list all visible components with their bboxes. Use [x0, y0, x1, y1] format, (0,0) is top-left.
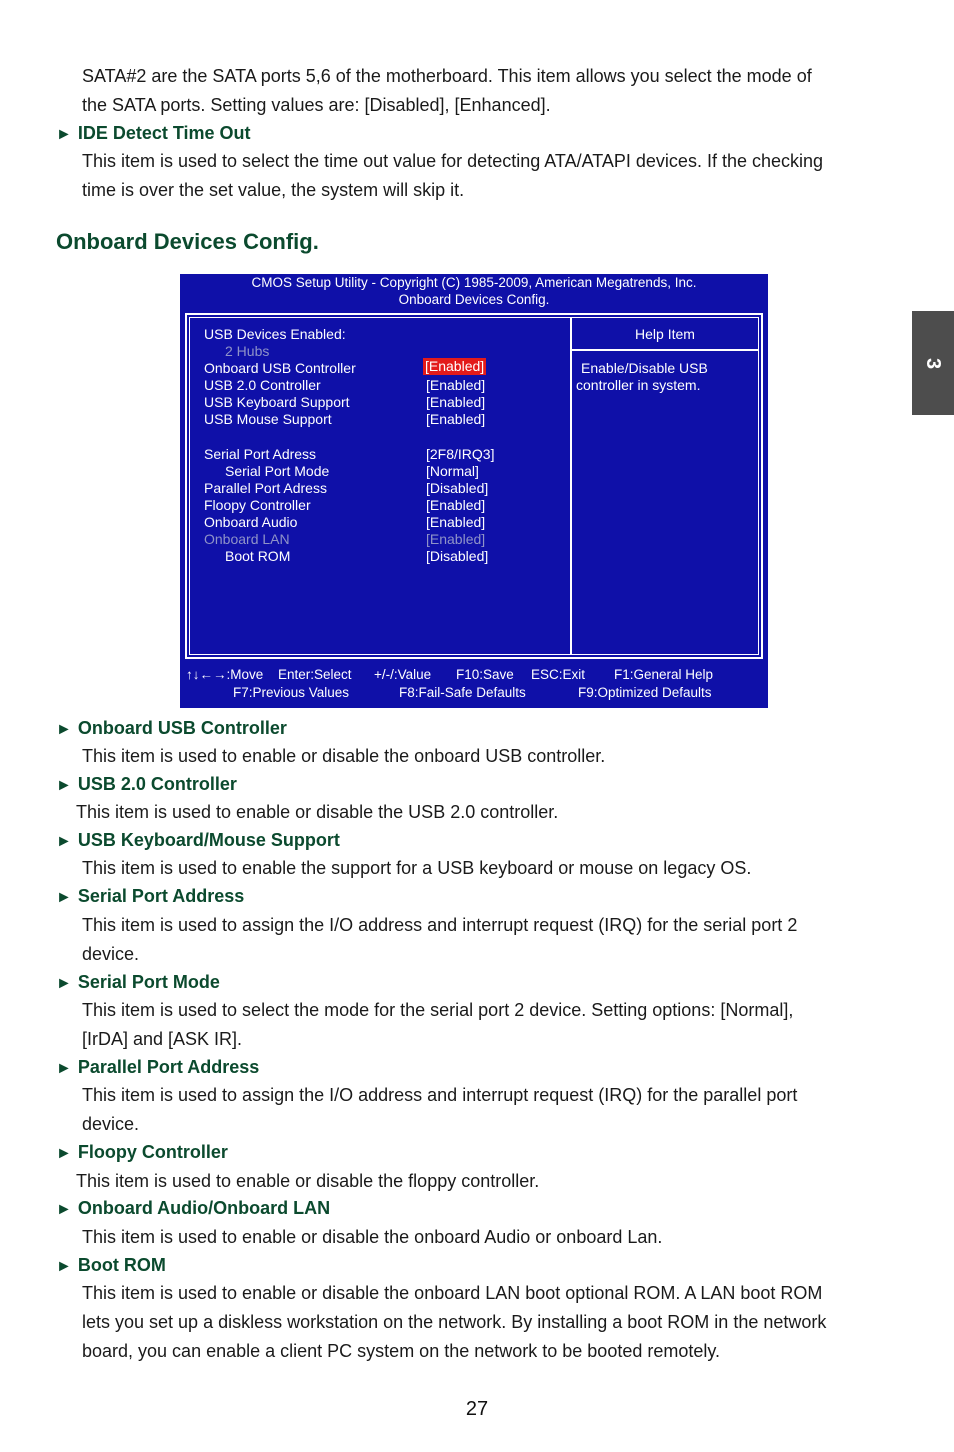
item-desc-audio-lan	[82, 1223, 902, 1252]
setting-lan-label: Onboard LAN	[204, 531, 290, 547]
item-heading-serial-address	[56, 885, 244, 909]
setting-audio-label[interactable]: Onboard Audio	[204, 514, 298, 530]
setting-lan-value: [Enabled]	[426, 531, 486, 547]
setting-onboard-usb-label[interactable]: Onboard USB Controller	[204, 360, 356, 376]
hotkey-value: +/-/:Value	[374, 667, 432, 682]
triangle-bullet-icon: ►	[56, 777, 72, 794]
item-heading-text: Serial Port Mode	[77, 972, 220, 992]
setting-usb-mouse-value[interactable]: [Enabled]	[426, 411, 486, 427]
triangle-bullet-icon: ►	[56, 721, 72, 738]
triangle-bullet-icon: ►	[56, 889, 72, 906]
desc-line: device.	[82, 1114, 140, 1134]
setting-boot-rom-label[interactable]: Boot ROM	[225, 548, 291, 564]
page-number: 27	[465, 1398, 489, 1420]
desc-line: This item is used to assign the I/O address and interrupt request (IRQ) for the serial port 2	[82, 915, 798, 935]
bios-header-copyright: CMOS Setup Utility - Copyright (C) 1985-2009, American Megatrends, Inc.	[251, 275, 697, 290]
item-heading-serial-mode	[56, 971, 220, 995]
desc-line: This item is used to enable or disable the onboard USB controller.	[82, 746, 606, 766]
item-desc-serial-address	[82, 911, 902, 969]
setting-usb-keyboard-label[interactable]: USB Keyboard Support	[204, 394, 350, 410]
desc-line: device.	[82, 944, 140, 964]
help-line-2: controller in system.	[576, 377, 701, 393]
bios-screenshot	[180, 274, 768, 708]
item-desc-boot-rom	[82, 1279, 902, 1366]
setting-serial-mode-value[interactable]: [Normal]	[426, 463, 479, 479]
setting-floppy-label[interactable]: Floopy Controller	[204, 497, 311, 513]
item-heading-usb-kb-mouse	[56, 829, 340, 853]
hotkey-f10: F10:Save	[456, 667, 514, 682]
hotkey-enter: Enter:Select	[278, 667, 352, 682]
bios-column-divider	[570, 318, 572, 654]
bios-inner-frame	[189, 317, 759, 655]
desc-line: This item is used to assign the I/O address and interrupt request (IRQ) for the parallel port	[82, 1085, 798, 1105]
setting-usb-devices-label: USB Devices Enabled:	[204, 326, 346, 342]
setting-audio-value[interactable]: [Enabled]	[426, 514, 486, 530]
section-title: Onboard Devices Config.	[56, 229, 319, 254]
desc-line: This item is used to enable or disable the onboard LAN boot optional ROM. A LAN boot ROM	[82, 1283, 823, 1303]
item-heading-text: Serial Port Address	[77, 886, 245, 906]
hotkey-f1: F1:General Help	[614, 667, 714, 682]
sata-line-2: the SATA ports. Setting values are: [Disabled], [Enhanced].	[82, 95, 551, 115]
item-heading-audio-lan	[56, 1197, 330, 1221]
triangle-bullet-icon: ►	[56, 126, 72, 143]
ide-line-2: time is over the set value, the system will skip it.	[82, 180, 465, 200]
desc-line: This item is used to select the mode for the serial port 2 device. Setting options: [Normal],	[82, 1000, 794, 1020]
bios-header-title: Onboard Devices Config.	[398, 292, 550, 307]
setting-usb-hubs-label: 2 Hubs	[225, 343, 270, 359]
desc-line: lets you set up a diskless workstation on the network. By installing a boot ROM in the network	[82, 1312, 827, 1332]
item-heading-parallel-address	[56, 1056, 259, 1080]
setting-serial-mode-label[interactable]: Serial Port Mode	[225, 463, 330, 479]
desc-line: [IrDA] and [ASK IR].	[82, 1029, 243, 1049]
setting-usb20-label[interactable]: USB 2.0 Controller	[204, 377, 321, 393]
triangle-bullet-icon: ►	[56, 1060, 72, 1077]
item-heading-floppy	[56, 1141, 228, 1165]
triangle-bullet-icon: ►	[56, 1201, 72, 1218]
desc-line: This item is used to enable the support for a USB keyboard or mouse on legacy OS.	[82, 858, 752, 878]
item-heading-text: Onboard Audio/Onboard LAN	[77, 1198, 331, 1218]
setting-parallel-port-value[interactable]: [Disabled]	[426, 480, 489, 496]
item-desc-parallel-address	[82, 1081, 902, 1139]
help-item-title: Help Item	[635, 326, 695, 342]
setting-serial-port-label[interactable]: Serial Port Adress	[204, 446, 317, 462]
bios-main-frame	[185, 313, 763, 659]
hotkey-f8: F8:Fail-Safe Defaults	[399, 685, 526, 700]
desc-line: This item is used to enable or disable the USB 2.0 controller.	[76, 802, 559, 822]
item-desc-usb-kb-mouse	[82, 854, 902, 883]
triangle-bullet-icon: ►	[56, 833, 72, 850]
hotkey-f7: F7:Previous Values	[233, 685, 350, 700]
chapter-tab-number: 3	[922, 357, 945, 369]
help-item-text	[576, 360, 746, 394]
desc-line: board, you can enable a client PC system on the network to be booted remotely.	[82, 1341, 721, 1361]
setting-floppy-value[interactable]: [Enabled]	[426, 497, 486, 513]
ide-detect-heading-text: IDE Detect Time Out	[77, 123, 251, 143]
item-heading-boot-rom	[56, 1254, 166, 1278]
triangle-bullet-icon: ►	[56, 975, 72, 992]
item-heading-text: Boot ROM	[77, 1255, 166, 1275]
item-heading-usb20	[56, 773, 237, 797]
setting-boot-rom-value[interactable]: [Disabled]	[426, 548, 489, 564]
item-heading-text: USB Keyboard/Mouse Support	[77, 830, 340, 850]
sata-line-1: SATA#2 are the SATA ports 5,6 of the motherboard. This item allows you select the mode of	[82, 66, 812, 86]
help-line-1: Enable/Disable USB	[581, 360, 708, 376]
item-heading-text: Onboard USB Controller	[77, 718, 287, 738]
ide-detect-heading	[56, 122, 251, 146]
hotkey-f9: F9:Optimized Defaults	[578, 685, 712, 700]
item-desc-serial-mode	[82, 996, 902, 1054]
setting-usb-keyboard-value[interactable]: [Enabled]	[426, 394, 486, 410]
desc-line: This item is used to enable or disable the floppy controller.	[76, 1171, 540, 1191]
item-heading-onboard-usb	[56, 717, 287, 741]
setting-serial-port-value[interactable]: [2F8/IRQ3]	[426, 446, 495, 462]
setting-parallel-port-label[interactable]: Parallel Port Adress	[204, 480, 327, 496]
hotkey-esc: ESC:Exit	[531, 667, 586, 682]
setting-usb-mouse-label[interactable]: USB Mouse Support	[204, 411, 332, 427]
item-heading-text: USB 2.0 Controller	[77, 774, 237, 794]
setting-onboard-usb-value[interactable]: [Enabled]	[425, 358, 485, 374]
triangle-bullet-icon: ►	[56, 1258, 72, 1275]
triangle-bullet-icon: ►	[56, 1145, 72, 1162]
hotkey-move: ↑↓←→:Move	[186, 667, 264, 682]
sata-paragraph	[82, 62, 902, 120]
ide-paragraph	[82, 147, 902, 205]
item-heading-text: Floopy Controller	[77, 1142, 228, 1162]
setting-usb20-value[interactable]: [Enabled]	[426, 377, 486, 393]
item-desc-usb20	[76, 798, 896, 827]
help-separator	[570, 349, 758, 351]
desc-line: This item is used to enable or disable the onboard Audio or onboard Lan.	[82, 1227, 663, 1247]
item-desc-onboard-usb	[82, 742, 902, 771]
item-heading-text: Parallel Port Address	[77, 1057, 260, 1077]
chapter-tab	[912, 311, 954, 415]
item-desc-floppy	[76, 1167, 896, 1196]
ide-line-1: This item is used to select the time out value for detecting ATA/ATAPI devices. If the checking	[82, 151, 824, 171]
